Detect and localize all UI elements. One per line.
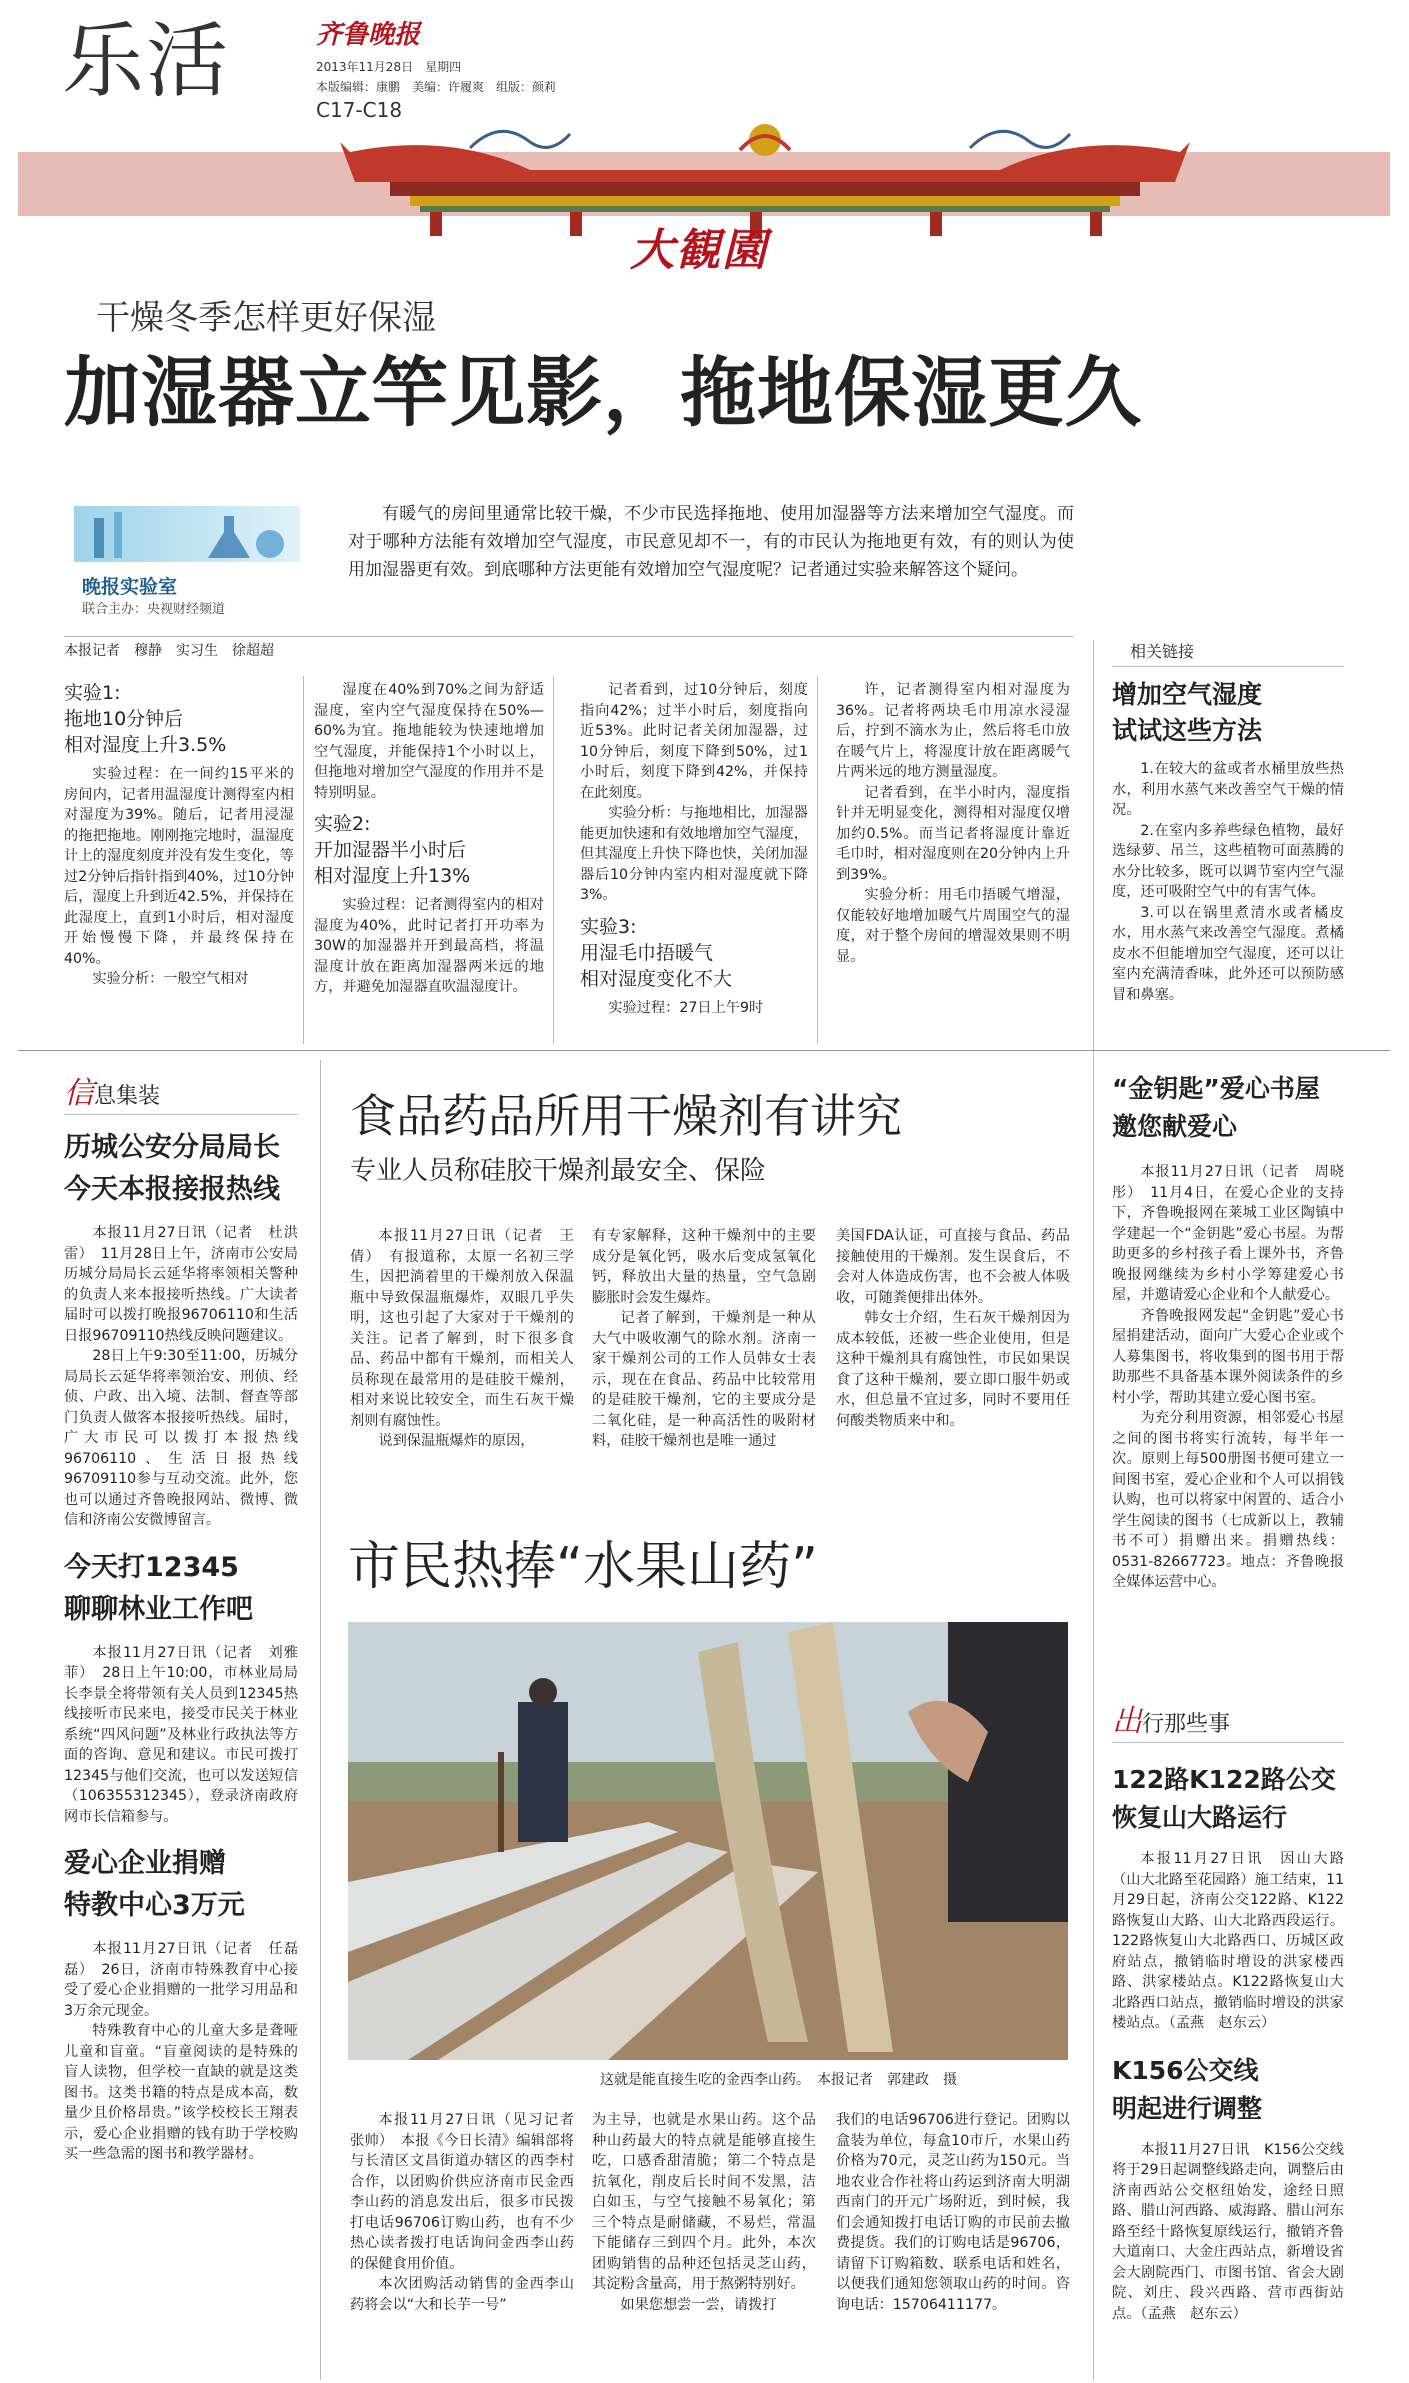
exp3-head: 实验3: 用湿毛巾捂暖气 相对湿度变化不大 bbox=[580, 915, 733, 990]
travel-label: 出行那些事 bbox=[1112, 1696, 1344, 1743]
experiment-col-3: 记者看到，过10分钟后，刻度指向42%；过半小时后，刻度指向近53%。此时记者关闭加湿器，过10分钟后，刻度下降到50%，过1小时后，刻度下降到42%，并保持在此刻度。 实验分析：与拖地相比，加湿器能更加快速和有效地增加空气湿度，但其湿度上升快下降也快，关闭加湿器后10分钟内室内相对湿度就下降3%。 实验3: 用湿毛巾捂暖气 相对湿度变化不大 实验过程：27日上午9时 bbox=[580, 682, 808, 1016]
masthead bbox=[0, 0, 1409, 290]
digest-item-3-title: 爱心企业捐赠 特教中心3万元 bbox=[64, 1848, 245, 1921]
headline-kicker: 干燥冬季怎样更好保湿 bbox=[96, 298, 436, 338]
bookhouse-title: “金钥匙”爱心书屋 邀您献爱心 bbox=[1112, 1074, 1320, 1141]
divider bbox=[64, 636, 1074, 637]
column-rule bbox=[303, 676, 304, 1044]
issue-date: 2013年11月28日 星期四 bbox=[316, 60, 462, 74]
byline: 本报记者 穆静 实习生 徐超超 bbox=[64, 643, 274, 659]
editor-credits: 本版编辑：康鹏 美编：许履爽 组版：颜莉 bbox=[316, 80, 557, 94]
flask-icon bbox=[74, 506, 300, 562]
lab-intro: 有暖气的房间里通常比较干燥，不少市民选择拖地、使用加湿器等方法来增加空气湿度。而对于哪种方法能有效增加空气湿度，市民意见却不一，有的市民认为拖地更有效，有的则认为使用加湿器更有效。到底哪种方法更能有效增加空气湿度呢？记者通过实验来解答这个疑问。 bbox=[348, 504, 1074, 580]
digest-label: 信息集装 bbox=[64, 1068, 298, 1115]
page-numbers: C17-C18 bbox=[316, 98, 403, 122]
experiment-col-1: 实验1: 拖地10分钟后 相对湿度上升3.5% 实验过程：在一间约15平米的房间内，记者用温湿度计测得室内相对湿度为39%。随后，记者用浸湿的拖把拖地。刚刚拖完地时，温湿度计上的湿度刻度并没有发生变化，等过2分钟后指针指到40%，过10分钟后，湿度上升到近42.5%，并保持在此湿度上，直到1小时后，相对湿度开始慢慢下降，并最终保持在40%。 实验分析：一般空气相对 bbox=[64, 682, 294, 987]
desiccant-col-3: 美国FDA认证，可直接与食品、药品接触使用的干燥剂。发生误食后，不会对人体造成伤害，也不会被人体吸收，可随粪便排出体外。 韩女士介绍，生石灰干燥剂因为成本较低，还被一些企业使用，但是这种干燥剂具有腐蚀性，市民如果误食了这种干燥剂，要立即口服牛奶或水，但总量不宜过多，同时不要用任何酸类物质来中和。 bbox=[836, 1228, 1070, 1429]
headline-title: 加湿器立竿见影，拖地保湿更久 bbox=[64, 348, 1142, 437]
experiment-col-4: 许，记者测得室内相对湿度为36%。记者将两块毛巾用凉水浸湿后，拧到不滴水为止，然后将毛巾放在暖气片上，将湿度计放在距离暖气片两米远的地方测量湿度。 记者看到，在半小时内，湿度指针并无明显变化，测得相对湿度仅增加约0.5%。而当记者将湿度计靠近毛巾时，相对湿度则在20分钟内上升到39%。 实验分析：用毛巾捂暖气增湿，仅能较好地增加暖气片周围空气的湿度，对于整个房间的增湿效果则不明显。 bbox=[836, 682, 1070, 965]
travel-item-1-title: 122路K122路公交 恢复山大路运行 bbox=[1112, 1765, 1336, 1832]
exp1-head: 实验1: 拖地10分钟后 相对湿度上升3.5% bbox=[64, 682, 227, 756]
column-rule bbox=[553, 676, 554, 1044]
travel-item-2-title: K156公交线 明起进行调整 bbox=[1112, 2055, 1263, 2123]
desiccant-title: 食品药品所用干燥剂有讲究 bbox=[350, 1089, 902, 1143]
lab-illustration bbox=[74, 506, 300, 562]
yam-caption: 这就是能直接生吃的金西李山药。 本报记者 郭建政 摄 bbox=[600, 2072, 957, 2088]
digest-item-2-title: 今天打12345 聊聊林业工作吧 bbox=[64, 1551, 253, 1625]
yam-col-2: 为主导，也就是水果山药。这个品种山药最大的特点就是能够直接生吃，口感香甜清脆；第二个特点是抗氧化，削皮后长时间不发黑，洁白如玉，与空气接触不易氧化；第三个特点是耐储藏，不易烂，常温下能储存三到四个月。此外，本次团购销售的品种还包括灵芝山药，其淀粉含量高，用于熬粥特别好。 如果您想尝一尝，请拨打 bbox=[592, 2112, 816, 2313]
bookhouse: “金钥匙”爱心书屋 邀您献爱心 本报11月27日讯（记者 周晓彤） 11月4日，在爱心企业的支持下，齐鲁晚报网在莱城工业区陶镇中学建起一个“金钥匙”爱心书屋。为帮助更多的乡村孩子看上课外书，齐鲁晚报网继续为乡村小学筹建爱心书屋，并邀请爱心企业和个人献爱心。 齐鲁晚报网发起“金钥匙”爱心书屋捐建活动，面向广大爱心企业或个人募集图书，将收集到的图书用于帮助那些不具备基本课外阅读条件的乡村小学，帮助其建立爱心图书室。 为充分利用资源，相邻爱心书屋之间的图书将实行流转，每半年一次。原则上每500册图书便可建立一间图书室，爱心企业和个人可以捐钱认购，也可以将家中闲置的、适合小学生阅读的图书（七成新以上，教辅书不可）捐赠出来。捐赠热线：0531-82667723。地点：齐鲁晚报全媒体运营中心。 bbox=[1112, 1070, 1344, 1593]
column-rule bbox=[1093, 640, 1094, 2380]
related-title: 增加空气湿度 试试这些方法 bbox=[1112, 680, 1263, 745]
experiment-col-2: 湿度在40%到70%之间为舒适湿度，室内空气湿度保持在50%—60%为宜。拖地能较为快速地增加空气湿度，并能保持1个小时以上，但拖地对增加空气湿度的作用并不是特别明显。 实验2: 开加湿器半小时后 相对湿度上升13% 实验过程：记者测得室内的相对湿度为40%，此时记者打开功率为30W的加湿器并开到最高档，将温湿度计放在距离加湿器两米远的地方，并避免加湿器直吹温湿度计。 bbox=[314, 682, 544, 995]
related-links: 相关链接 增加空气湿度 试试这些方法 1.在较大的盆或者水桶里放些热水，利用水蒸气来改善空气干燥的情况。 2.在室内多养些绿色植物，最好选绿萝、吊兰，这些植物可面蒸腾的水分比较多，既可以调节室内空气湿度，还可吸附空气中的有害气体。 3.可以在锅里煮清水或者橘皮水，用水蒸气来改善空气湿度。煮橘皮水不但能增加空气湿度，还可以让室内充满清香味，此外还可以预防感冒和鼻塞。 bbox=[1112, 642, 1344, 1003]
yam-photo bbox=[348, 1622, 1068, 2060]
yam-col-3: 我们的电话96706进行登记。团购以盒装为单位，每盒10市斤，水果山药价格为70元，灵芝山药为150元。当地农业合作社将山药运到济南大明湖西南门的开元广场附近，到时候，我们会通知拨打电话订购的市民前去撤费提货。我们的订购电话是96706，请留下订购箱数、联系电话和姓名，以便我们通知您领取山药的时间。咨询电话：15706411177。 bbox=[836, 2112, 1070, 2313]
desiccant-subtitle: 专业人员称硅胶干燥剂最安全、保险 bbox=[350, 1156, 767, 1186]
section-title: 乐活 bbox=[62, 14, 231, 109]
yam-title: 市民热捧“水果山药” bbox=[348, 1537, 818, 1597]
related-label: 相关链接 bbox=[1112, 640, 1344, 667]
yam-field-photo-icon bbox=[348, 1622, 1068, 2060]
paper-name: 齐鲁晚报 bbox=[316, 20, 421, 50]
news-digest: 信息集装 历城公安分局局长 今天本报接报热线 本报11月27日讯（记者 杜洪雷） 11月28日上午，济南市公安局历城分局局长云延华将率领相关警种的负责人来本报接听热线。广大读者届时可以拨打晚报96706110和生活日报96709110热线反映问题建议。 28日上午9:30至11:00，历城分局局长云延华将率领治安、刑侦、经侦、户政、出入境、法制、督查等部门负责人做客本报接听热线。届时，广大市民可以拨打本报热线96706110、生活日报热线96709110参与互动交流。此外，您也可以通过齐鲁晚报网站、微博、微信和济南公安微博留言。 今天打12345 聊聊林业工作吧 本报11月27日讯（记者 刘雅菲） 28日上午10:00，市林业局局长李景全将带领有关人员到12345热线接听市民来电，接受市民关于林业系统“四风问题”及林业行政执法等方面的咨询、意见和建议。市民可拨打12345与他们交流，也可以发送短信（106355312345），登录济南政府网市长信箱参与。 爱心企业捐赠 特教中心3万元 本报11月27日讯（记者 任磊磊） 26日，济南市特殊教育中心接受了爱心企业捐赠的一批学习用品和3万余元现金。 特殊教育中心的儿童大多是聋哑儿童和盲童。“盲童阅读的是特殊的盲人读物，但学校一直缺的就是这类图书。这类书籍的特点是成本高，数量少且价格昂贵。”该学校校长王翔表示，爱心企业捐赠的钱有助于学校购买一些急需的图书和教学器材。 bbox=[64, 1068, 298, 2165]
desiccant-col-1: 本报11月27日讯（记者 王倩） 有报道称，太原一名初三学生，因把淌着里的干燥剂放入保温瓶中导致保温瓶爆炸，双眼几乎失明，这也引起了大家对于干燥剂的关注。记者了解到，时下很多食品、药品中都有干燥剂，而相关人员称现在最常用的是硅胶干燥剂，相对来说比较安全，而生石灰干燥剂则有腐蚀性。 说到保温瓶爆炸的原因， bbox=[350, 1228, 574, 1449]
divider bbox=[18, 1050, 1390, 1051]
digest-item-1-title: 历城公安分局局长 今天本报接报热线 bbox=[64, 1132, 280, 1205]
yam-col-1: 本报11月27日讯（见习记者 张帅） 本报《今日长清》编辑部将与长清区文昌街道办辖区的西李村合作，以团购价供应济南市民金西李山药的消息发出后，很多市民拨打电话96706订购山药，也有不少热心读者拨打电话询问金西李山药的保健食用价值。 本次团购活动销售的金西李山药将会以“大和长芋一号” bbox=[350, 2112, 589, 2313]
desiccant-col-2: 有专家解释，这种干燥剂中的主要成分是氧化钙，吸水后变成氢氧化钙，释放出大量的热量，空气急剧膨胀时会发生爆炸。 记者了解到，干燥剂是一种从大气中吸收潮气的除水剂。济南一家干燥剂公司的工作人员韩女士表示，现在在食品、药品中比较常用的是硅胶干燥剂，它的主要成分是二氧化硅，是一种高活性的吸附材料，硅胶干燥剂也是唯一通过 bbox=[592, 1228, 816, 1449]
travel: 出行那些事 122路K122路公交 恢复山大路运行 本报11月27日讯 因山大路（山大北路至花园路）施工结束，11月29日起，济南公交122路、K122路恢复山大路、山大北路西段运行。122路恢复山大北路西口、历城区政府站点，撤销临时增设的洪家楼西路、洪家楼站点。K122路恢复山大北路西口站点，撤销临时增设的洪家楼站点。（孟燕 赵东云） K156公交线 明起进行调整 本报11月27日讯 K156公交线将于29日起调整线路走向，调整后由济南西站公交枢纽始发，途经日照路、腊山河西路、威海路、腊山河东路至经十路恢复原线运行，撤销齐鲁大道南口、大金庄西站点，新增设省会大剧院西门、市图书馆、省会大剧院、刘庄、段兴西路、营市西街站点。（孟燕 赵东云） bbox=[1112, 1696, 1344, 2324]
column-rule bbox=[817, 676, 818, 1044]
lab-sponsor: 联合主办：央视财经频道 bbox=[82, 602, 226, 617]
lab-box bbox=[64, 496, 326, 624]
lab-name: 晚报实验室 bbox=[82, 576, 178, 598]
column-rule bbox=[320, 1060, 321, 2380]
exp2-head: 实验2: 开加湿器半小时后 相对湿度上升13% bbox=[314, 813, 471, 887]
palace-roof-icon bbox=[330, 92, 1200, 242]
column-logo: 大観園 bbox=[630, 225, 768, 276]
